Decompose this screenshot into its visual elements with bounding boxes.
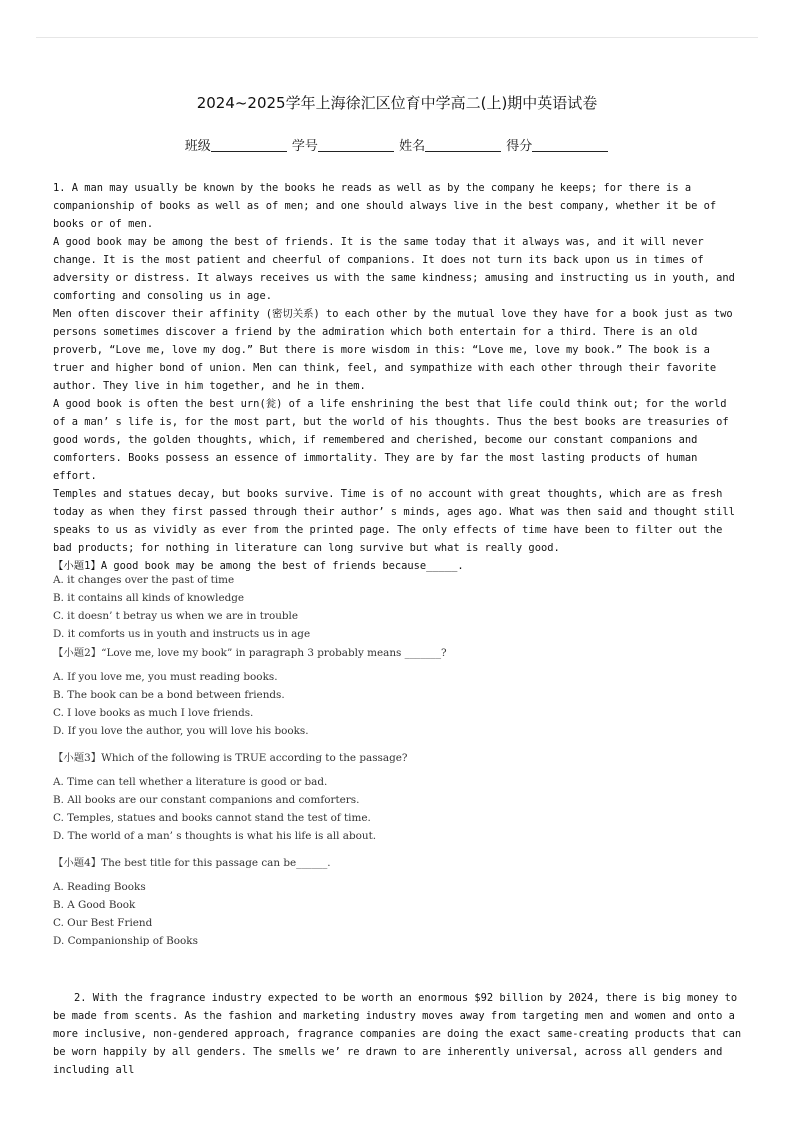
question-1-stem: 【小题1】A good book may be among the best of friends because_____.: [53, 560, 464, 572]
question-2-stem: 【小题2】“Love me, love my book” in paragraph 3 probably means _______?: [53, 647, 447, 659]
field-blank-name: [425, 138, 501, 152]
passage-1-paragraph: A good book may be among the best of friends. It is the same today that it always was, and it will never change. It is the most patient and cheerful of companions. It does not turn its back upon us in times of adversity or distress. It always receives us with the same kindness; amusing and instructing us in youth, and comforting and consoling us in age.: [53, 236, 735, 302]
passage-1-paragraph: 1. A man may usually be known by the books he reads as well as by the company he keeps; for there is a companionship of books as well as of men; and one should always live in the best company, whether it be of books or of men.: [53, 182, 717, 230]
passage-1-paragraph: Temples and statues decay, but books survive. Time is of no account with great thoughts, which are as fresh today as when they first passed through their author’ s minds, ages ago. What was then said and thought still speaks to us as vividly as ever from the printed page. The only effects of time have been to filter out the bad products; for nothing in literature can long survive but what is really good.: [53, 488, 735, 554]
option-d[interactable]: D. If you love the author, you will love his books.: [53, 725, 309, 737]
field-blank-id: [318, 138, 394, 152]
question-4-stem: 【小题4】The best title for this passage can be______.: [53, 857, 331, 869]
field-blank-score: [532, 138, 608, 152]
field-label-class: 班级: [184, 139, 211, 154]
page-top-rule: [36, 37, 758, 38]
option-a[interactable]: A. If you love me, you must reading books.: [53, 671, 278, 683]
field-label-score: 得分: [506, 139, 533, 154]
option-d[interactable]: D. it comforts us in youth and instructs us in age: [53, 628, 311, 640]
option-d[interactable]: D. The world of a man’ s thoughts is what his life is all about.: [53, 830, 377, 842]
option-b[interactable]: B. The book can be a bond between friends.: [53, 689, 285, 701]
exam-title: 2024~2025学年上海徐汇区位育中学高二(上)期中英语试卷: [196, 94, 598, 112]
option-c[interactable]: C. it doesn’ t betray us when we are in trouble: [53, 610, 299, 622]
option-b[interactable]: B. it contains all kinds of knowledge: [53, 592, 245, 604]
passage-1-paragraph: Men often discover their affinity (密切关系) to each other by the mutual love they have for a book just as two persons sometimes discover a friend by the admiration which both entertain for a third. There is an old proverb, “Love me, love my dog.” But there is more wisdom in this: “Love me, love my book.” The book is a truer and higher bond of union. Men can think, feel, and sympathize with each other through their favorite author. They live in him together, and he in them.: [53, 308, 733, 392]
option-c[interactable]: C. Our Best Friend: [53, 917, 153, 929]
option-b[interactable]: B. A Good Book: [53, 899, 136, 911]
question-3: [53, 749, 745, 845]
option-a[interactable]: A. Time can tell whether a literature is good or bad.: [53, 776, 328, 788]
passage-1: [53, 179, 745, 575]
field-label-name: 姓名: [399, 139, 426, 154]
question-4: [53, 854, 745, 950]
passage-2: [53, 989, 745, 1079]
option-d[interactable]: D. Companionship of Books: [53, 935, 198, 947]
option-a[interactable]: A. Reading Books: [53, 881, 146, 893]
student-info-line: [0, 135, 794, 154]
question-1-options: [53, 565, 745, 643]
field-blank-class: [211, 138, 287, 152]
passage-2-paragraph: 2. With the fragrance industry expected to be worth an enormous $92 billion by 2024, there is big money to be made from scents. As the fashion and marketing industry moves away from targeting men and women and onto a more inclusive, non-gendered approach, fragrance companies are doing the exact same-creating products that can be worn happily by all genders. The smells we’ re drawn to are inherently universal, across all genders and including all: [53, 992, 742, 1076]
option-c[interactable]: C. Temples, statues and books cannot stand the test of time.: [53, 812, 371, 824]
field-label-id: 学号: [291, 139, 318, 154]
option-a[interactable]: A. it changes over the past of time: [53, 574, 235, 586]
option-c[interactable]: C. I love books as much I love friends.: [53, 707, 254, 719]
question-3-stem: 【小题3】Which of the following is TRUE according to the passage?: [53, 752, 408, 764]
passage-1-paragraph: A good book is often the best urn(瓮) of a life enshrining the best that life could think out; for the world of a man’ s life is, for the most part, but the world of his thoughts. Thus the best books are treasuries of good words, the golden thoughts, which, if remembered and cherished, become our constant companions and comforters. Books possess an essence of immortality. They are by far the most lasting products of human effort.: [53, 398, 729, 482]
question-2: [53, 644, 745, 740]
option-b[interactable]: B. All books are our constant companions and comforters.: [53, 794, 360, 806]
